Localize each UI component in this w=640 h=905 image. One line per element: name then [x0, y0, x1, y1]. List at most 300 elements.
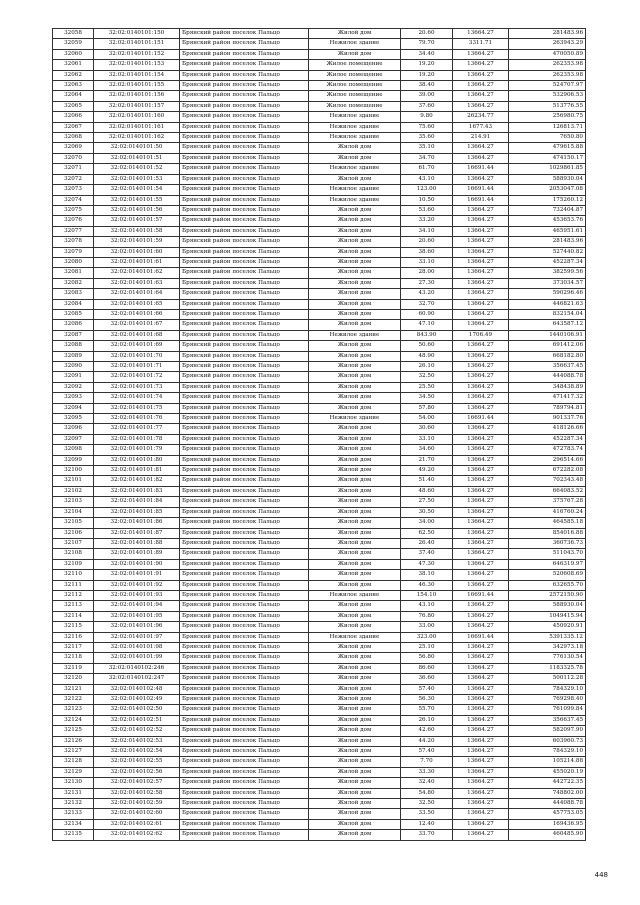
- object-type-cell: Жилой дом: [309, 466, 401, 476]
- specific-value-cell: 13664.27: [453, 497, 509, 507]
- area-cell: 33.20: [401, 216, 453, 226]
- object-type-cell: Жилой дом: [309, 663, 401, 673]
- object-type-cell: Жилой дом: [309, 247, 401, 257]
- cadastral-value-cell: 511043.70: [509, 549, 586, 559]
- cadastral-number-cell: 32:02:0140101:81: [94, 466, 180, 476]
- address-cell: Брянский район поселок Пальцо: [180, 538, 309, 548]
- row-number-cell: 32092: [53, 382, 94, 392]
- row-number-cell: 32098: [53, 445, 94, 455]
- object-type-cell: Жилой дом: [309, 153, 401, 163]
- object-type-cell: Жилой дом: [309, 570, 401, 580]
- object-type-cell: Нежилое здание: [309, 122, 401, 132]
- cadastral-value-cell: 416760.24: [509, 507, 586, 517]
- row-number-cell: 32132: [53, 799, 94, 809]
- cadastral-number-cell: 32:02:0140101:62: [94, 268, 180, 278]
- object-type-cell: Жилой дом: [309, 507, 401, 517]
- cadastral-number-cell: 32:02:0140101:85: [94, 507, 180, 517]
- area-cell: 34.50: [401, 393, 453, 403]
- cadastral-number-cell: 32:02:0140101:156: [94, 91, 180, 101]
- cadastral-number-cell: 32:02:0140101:56: [94, 205, 180, 215]
- cadastral-number-cell: 32:02:0140101:94: [94, 601, 180, 611]
- row-number-cell: 32090: [53, 362, 94, 372]
- cadastral-value-cell: 7650.80: [509, 133, 586, 143]
- cadastral-value-cell: 460485.90: [509, 830, 586, 840]
- object-type-cell: Жилой дом: [309, 393, 401, 403]
- table-row: [53, 424, 586, 434]
- address-cell: Брянский район поселок Пальцо: [180, 185, 309, 195]
- table-row: [53, 164, 586, 174]
- table-row: [53, 538, 586, 548]
- address-cell: Брянский район поселок Пальцо: [180, 362, 309, 372]
- cadastral-value-cell: 281483.96: [509, 29, 586, 39]
- object-type-cell: Нежилое здание: [309, 133, 401, 143]
- address-cell: Брянский район поселок Пальцо: [180, 622, 309, 632]
- specific-value-cell: 16691.44: [453, 185, 509, 195]
- specific-value-cell: 13664.27: [453, 309, 509, 319]
- address-cell: Брянский район поселок Пальцо: [180, 632, 309, 642]
- row-number-cell: 32105: [53, 518, 94, 528]
- specific-value-cell: 13664.27: [453, 205, 509, 215]
- object-type-cell: Жилой дом: [309, 237, 401, 247]
- cadastral-value-cell: 169436.95: [509, 819, 586, 829]
- row-number-cell: 32114: [53, 611, 94, 621]
- cadastral-number-cell: 32:02:0140101:90: [94, 559, 180, 569]
- specific-value-cell: 13664.27: [453, 580, 509, 590]
- address-cell: Брянский район поселок Пальцо: [180, 257, 309, 267]
- cadastral-number-cell: 32:02:0140102:55: [94, 757, 180, 767]
- area-cell: 86.60: [401, 663, 453, 673]
- table-row: [53, 695, 586, 705]
- object-type-cell: Жилой дом: [309, 830, 401, 840]
- row-number-cell: 32123: [53, 705, 94, 715]
- row-number-cell: 32070: [53, 153, 94, 163]
- object-type-cell: Жилой дом: [309, 799, 401, 809]
- specific-value-cell: 16691.44: [453, 195, 509, 205]
- table-row: [53, 341, 586, 351]
- row-number-cell: 32102: [53, 486, 94, 496]
- row-number-cell: 32064: [53, 91, 94, 101]
- cadastral-number-cell: 32:02:0140101:74: [94, 393, 180, 403]
- object-type-cell: Жилой дом: [309, 372, 401, 382]
- row-number-cell: 32135: [53, 830, 94, 840]
- table-row: [53, 611, 586, 621]
- cadastral-value-cell: 672282.08: [509, 466, 586, 476]
- object-type-cell: Нежилое здание: [309, 195, 401, 205]
- cadastral-number-cell: 32:02:0140101:154: [94, 70, 180, 80]
- address-cell: Брянский район поселок Пальцо: [180, 726, 309, 736]
- row-number-cell: 32097: [53, 434, 94, 444]
- cadastral-number-cell: 32:02:0140101:66: [94, 309, 180, 319]
- cadastral-number-cell: 32:02:0140101:50: [94, 143, 180, 153]
- cadastral-value-cell: 360736.73: [509, 538, 586, 548]
- row-number-cell: 32109: [53, 559, 94, 569]
- table-row: [53, 819, 586, 829]
- table-row: [53, 247, 586, 257]
- cadastral-number-cell: 32:02:0140101:152: [94, 49, 180, 59]
- address-cell: Брянский район поселок Пальцо: [180, 49, 309, 59]
- specific-value-cell: 13664.27: [453, 663, 509, 673]
- table-row: [53, 289, 586, 299]
- object-type-cell: Жилой дом: [309, 788, 401, 798]
- cadastral-value-cell: 356637.45: [509, 362, 586, 372]
- address-cell: Брянский район поселок Пальцо: [180, 153, 309, 163]
- table-row: [53, 466, 586, 476]
- area-cell: 12.40: [401, 819, 453, 829]
- area-cell: 61.70: [401, 164, 453, 174]
- cadastral-number-cell: 32:02:0140102:54: [94, 747, 180, 757]
- address-cell: Брянский район поселок Пальцо: [180, 611, 309, 621]
- object-type-cell: Жилой дом: [309, 49, 401, 59]
- cadastral-value-cell: 5391335.12: [509, 632, 586, 642]
- area-cell: 30.60: [401, 424, 453, 434]
- cadastral-number-cell: 32:02:0140101:96: [94, 622, 180, 632]
- table-body: [53, 29, 586, 841]
- cadastral-value-cell: 342973.18: [509, 642, 586, 652]
- address-cell: Брянский район поселок Пальцо: [180, 174, 309, 184]
- area-cell: 19.20: [401, 70, 453, 80]
- object-type-cell: Жилой дом: [309, 174, 401, 184]
- specific-value-cell: 16691.44: [453, 164, 509, 174]
- area-cell: 57.40: [401, 747, 453, 757]
- specific-value-cell: 16691.44: [453, 414, 509, 424]
- cadastral-number-cell: 32:02:0140101:64: [94, 289, 180, 299]
- address-cell: Брянский район поселок Пальцо: [180, 695, 309, 705]
- object-type-cell: Жилой дом: [309, 362, 401, 372]
- cadastral-value-cell: 382599.56: [509, 268, 586, 278]
- specific-value-cell: 1706.49: [453, 330, 509, 340]
- cadastral-number-cell: 32:02:0140102:50: [94, 705, 180, 715]
- specific-value-cell: 13664.27: [453, 570, 509, 580]
- address-cell: Брянский район поселок Пальцо: [180, 289, 309, 299]
- table-row: [53, 195, 586, 205]
- cadastral-number-cell: 32:02:0140101:78: [94, 434, 180, 444]
- area-cell: 47.10: [401, 320, 453, 330]
- specific-value-cell: 13664.27: [453, 341, 509, 351]
- table-row: [53, 330, 586, 340]
- address-cell: Брянский район поселок Пальцо: [180, 143, 309, 153]
- cadastral-number-cell: 32:02:0140101:71: [94, 362, 180, 372]
- address-cell: Брянский район поселок Пальцо: [180, 705, 309, 715]
- area-cell: 25.10: [401, 642, 453, 652]
- address-cell: Брянский район поселок Пальцо: [180, 767, 309, 777]
- row-number-cell: 32073: [53, 185, 94, 195]
- row-number-cell: 32072: [53, 174, 94, 184]
- address-cell: Брянский район поселок Пальцо: [180, 455, 309, 465]
- area-cell: 34.00: [401, 518, 453, 528]
- object-type-cell: Жилой дом: [309, 705, 401, 715]
- cadastral-value-cell: 356637.45: [509, 715, 586, 725]
- area-cell: 25.50: [401, 382, 453, 392]
- area-cell: 33.50: [401, 809, 453, 819]
- row-number-cell: 32078: [53, 237, 94, 247]
- table-row: [53, 809, 586, 819]
- specific-value-cell: 13664.27: [453, 393, 509, 403]
- address-cell: Брянский район поселок Пальцо: [180, 91, 309, 101]
- specific-value-cell: 13664.27: [453, 174, 509, 184]
- table-row: [53, 393, 586, 403]
- address-cell: Брянский район поселок Пальцо: [180, 247, 309, 257]
- address-cell: Брянский район поселок Пальцо: [180, 736, 309, 746]
- cadastral-number-cell: 32:02:0140101:150: [94, 29, 180, 39]
- cadastral-number-cell: 32:02:0140101:59: [94, 237, 180, 247]
- row-number-cell: 32134: [53, 819, 94, 829]
- specific-value-cell: 13664.27: [453, 424, 509, 434]
- table-row: [53, 726, 586, 736]
- cadastral-value-cell: 256980.75: [509, 112, 586, 122]
- cadastral-value-cell: 472783.74: [509, 445, 586, 455]
- table-row: [53, 257, 586, 267]
- area-cell: 47.30: [401, 559, 453, 569]
- cadastral-value-cell: 532906.53: [509, 91, 586, 101]
- row-number-cell: 32077: [53, 226, 94, 236]
- address-cell: Брянский район поселок Пальцо: [180, 393, 309, 403]
- area-cell: 33.30: [401, 767, 453, 777]
- row-number-cell: 32058: [53, 29, 94, 39]
- object-type-cell: Жилой дом: [309, 320, 401, 330]
- specific-value-cell: 16691.44: [453, 632, 509, 642]
- table-row: [53, 81, 586, 91]
- area-cell: 34.60: [401, 445, 453, 455]
- cadastral-value-cell: 348438.89: [509, 382, 586, 392]
- table-row: [53, 70, 586, 80]
- specific-value-cell: 3311.71: [453, 39, 509, 49]
- cadastral-number-cell: 32:02:0140101:61: [94, 257, 180, 267]
- address-cell: Брянский район поселок Пальцо: [180, 590, 309, 600]
- row-number-cell: 32108: [53, 549, 94, 559]
- object-type-cell: Жилой дом: [309, 226, 401, 236]
- cadastral-value-cell: 2053047.08: [509, 185, 586, 195]
- row-number-cell: 32129: [53, 767, 94, 777]
- row-number-cell: 32084: [53, 299, 94, 309]
- cadastral-value-cell: 444088.78: [509, 372, 586, 382]
- address-cell: Брянский район поселок Пальцо: [180, 653, 309, 663]
- object-type-cell: Жилой дом: [309, 819, 401, 829]
- object-type-cell: Жилой дом: [309, 29, 401, 39]
- address-cell: Брянский район поселок Пальцо: [180, 715, 309, 725]
- cadastral-number-cell: 32:02:0140101:151: [94, 39, 180, 49]
- cadastral-number-cell: 32:02:0140102:59: [94, 799, 180, 809]
- address-cell: Брянский район поселок Пальцо: [180, 382, 309, 392]
- address-cell: Брянский район поселок Пальцо: [180, 507, 309, 517]
- area-cell: 32.40: [401, 778, 453, 788]
- cadastral-value-cell: 643587.12: [509, 320, 586, 330]
- object-type-cell: Жилой дом: [309, 476, 401, 486]
- table-row: [53, 518, 586, 528]
- address-cell: Брянский район поселок Пальцо: [180, 434, 309, 444]
- cadastral-number-cell: 32:02:0140101:98: [94, 642, 180, 652]
- table-row: [53, 507, 586, 517]
- table-row: [53, 715, 586, 725]
- cadastral-number-cell: 32:02:0140101:153: [94, 60, 180, 70]
- specific-value-cell: 13664.27: [453, 674, 509, 684]
- address-cell: Брянский район поселок Пальцо: [180, 278, 309, 288]
- object-type-cell: Жилой дом: [309, 403, 401, 413]
- row-number-cell: 32127: [53, 747, 94, 757]
- table-row: [53, 351, 586, 361]
- specific-value-cell: 13664.27: [453, 799, 509, 809]
- row-number-cell: 32130: [53, 778, 94, 788]
- specific-value-cell: 13664.27: [453, 705, 509, 715]
- cadastral-number-cell: 32:02:0140101:57: [94, 216, 180, 226]
- cadastral-value-cell: 524707.97: [509, 81, 586, 91]
- object-type-cell: Жилой дом: [309, 341, 401, 351]
- area-cell: 21.70: [401, 455, 453, 465]
- object-type-cell: Жилой дом: [309, 445, 401, 455]
- row-number-cell: 32103: [53, 497, 94, 507]
- area-cell: 36.60: [401, 674, 453, 684]
- table-row: [53, 455, 586, 465]
- cadastral-number-cell: 32:02:0140102:49: [94, 695, 180, 705]
- cadastral-number-cell: 32:02:0140101:160: [94, 112, 180, 122]
- cadastral-value-cell: 590296.46: [509, 289, 586, 299]
- cadastral-number-cell: 32:02:0140101:162: [94, 133, 180, 143]
- address-cell: Брянский район поселок Пальцо: [180, 559, 309, 569]
- cadastral-value-cell: 471417.32: [509, 393, 586, 403]
- cadastral-value-cell: 1183325.78: [509, 663, 586, 673]
- specific-value-cell: 13664.27: [453, 257, 509, 267]
- row-number-cell: 32112: [53, 590, 94, 600]
- cadastral-value-cell: 263943.29: [509, 39, 586, 49]
- table-row: [53, 674, 586, 684]
- area-cell: 32.50: [401, 799, 453, 809]
- address-cell: Брянский район поселок Пальцо: [180, 580, 309, 590]
- row-number-cell: 32095: [53, 414, 94, 424]
- address-cell: Брянский район поселок Пальцо: [180, 778, 309, 788]
- row-number-cell: 32100: [53, 466, 94, 476]
- specific-value-cell: 13664.27: [453, 351, 509, 361]
- area-cell: 30.50: [401, 507, 453, 517]
- row-number-cell: 32074: [53, 195, 94, 205]
- address-cell: Брянский район поселок Пальцо: [180, 809, 309, 819]
- cadastral-number-cell: 32:02:0140101:60: [94, 247, 180, 257]
- cadastral-number-cell: 32:02:0140101:82: [94, 476, 180, 486]
- cadastral-number-cell: 32:02:0140101:77: [94, 424, 180, 434]
- specific-value-cell: 13664.27: [453, 695, 509, 705]
- area-cell: 27.30: [401, 278, 453, 288]
- cadastral-number-cell: 32:02:0140101:91: [94, 570, 180, 580]
- cadastral-value-cell: 442722.35: [509, 778, 586, 788]
- specific-value-cell: 13664.27: [453, 362, 509, 372]
- area-cell: 34.10: [401, 226, 453, 236]
- area-cell: 62.50: [401, 528, 453, 538]
- table-row: [53, 101, 586, 111]
- object-type-cell: Жилой дом: [309, 622, 401, 632]
- area-cell: 49.20: [401, 466, 453, 476]
- cadastral-value-cell: 446821.63: [509, 299, 586, 309]
- object-type-cell: Нежилое здание: [309, 164, 401, 174]
- cadastral-value-cell: 452287.34: [509, 434, 586, 444]
- row-number-cell: 32079: [53, 247, 94, 257]
- object-type-cell: Жилой дом: [309, 778, 401, 788]
- cadastral-value-cell: 789794.81: [509, 403, 586, 413]
- area-cell: 44.20: [401, 736, 453, 746]
- row-number-cell: 32066: [53, 112, 94, 122]
- area-cell: 323.00: [401, 632, 453, 642]
- object-type-cell: Жилой дом: [309, 216, 401, 226]
- area-cell: 39.00: [401, 91, 453, 101]
- table-row: [53, 684, 586, 694]
- cadastral-number-cell: 32:02:0140101:58: [94, 226, 180, 236]
- table-row: [53, 320, 586, 330]
- table-row: [53, 486, 586, 496]
- area-cell: 42.60: [401, 726, 453, 736]
- table-row: [53, 414, 586, 424]
- cadastral-value-cell: 1029861.85: [509, 164, 586, 174]
- address-cell: Брянский район поселок Пальцо: [180, 39, 309, 49]
- table-row: [53, 559, 586, 569]
- area-cell: 57.80: [401, 403, 453, 413]
- cadastral-value-cell: 126813.71: [509, 122, 586, 132]
- specific-value-cell: 13664.27: [453, 757, 509, 767]
- address-cell: Брянский район поселок Пальцо: [180, 601, 309, 611]
- object-type-cell: Жилой дом: [309, 424, 401, 434]
- cadastral-value-cell: 2572150.90: [509, 590, 586, 600]
- address-cell: Брянский район поселок Пальцо: [180, 341, 309, 351]
- specific-value-cell: 13664.27: [453, 601, 509, 611]
- row-number-cell: 32060: [53, 49, 94, 59]
- area-cell: 53.60: [401, 205, 453, 215]
- table-row: [53, 174, 586, 184]
- area-cell: 26.10: [401, 362, 453, 372]
- cadastral-value-cell: 702343.48: [509, 476, 586, 486]
- object-type-cell: Жилой дом: [309, 611, 401, 621]
- address-cell: Брянский район поселок Пальцо: [180, 237, 309, 247]
- table-row: [53, 122, 586, 132]
- cadastral-number-cell: 32:02:0140101:65: [94, 299, 180, 309]
- table-row: [53, 757, 586, 767]
- address-cell: Брянский район поселок Пальцо: [180, 122, 309, 132]
- specific-value-cell: 13664.27: [453, 455, 509, 465]
- cadastral-number-cell: 32:02:0140101:84: [94, 497, 180, 507]
- cadastral-number-cell: 32:02:0140101:89: [94, 549, 180, 559]
- cadastral-value-cell: 527440.82: [509, 247, 586, 257]
- object-type-cell: Нежилое здание: [309, 185, 401, 195]
- cadastral-number-cell: 32:02:0140102:48: [94, 684, 180, 694]
- address-cell: Брянский район поселок Пальцо: [180, 497, 309, 507]
- cadastral-value-cell: 632655.70: [509, 580, 586, 590]
- specific-value-cell: 13664.27: [453, 91, 509, 101]
- area-cell: 38.10: [401, 570, 453, 580]
- specific-value-cell: 13664.27: [453, 684, 509, 694]
- address-cell: Брянский район поселок Пальцо: [180, 70, 309, 80]
- cadastral-number-cell: 32:02:0140101:76: [94, 414, 180, 424]
- row-number-cell: 32082: [53, 278, 94, 288]
- object-type-cell: Нежилое здание: [309, 330, 401, 340]
- table-row: [53, 747, 586, 757]
- object-type-cell: Жилой дом: [309, 601, 401, 611]
- address-cell: Брянский район поселок Пальцо: [180, 674, 309, 684]
- specific-value-cell: 13664.27: [453, 434, 509, 444]
- area-cell: 34.70: [401, 153, 453, 163]
- object-type-cell: Жилой дом: [309, 257, 401, 267]
- row-number-cell: 32117: [53, 642, 94, 652]
- table-row: [53, 601, 586, 611]
- row-number-cell: 32093: [53, 393, 94, 403]
- area-cell: 20.60: [401, 29, 453, 39]
- specific-value-cell: 13664.27: [453, 49, 509, 59]
- row-number-cell: 32110: [53, 570, 94, 580]
- specific-value-cell: 13664.27: [453, 747, 509, 757]
- row-number-cell: 32133: [53, 809, 94, 819]
- address-cell: Брянский район поселок Пальцо: [180, 195, 309, 205]
- cadastral-value-cell: 418126.66: [509, 424, 586, 434]
- address-cell: Брянский район поселок Пальцо: [180, 351, 309, 361]
- cadastral-value-cell: 262353.98: [509, 60, 586, 70]
- row-number-cell: 32106: [53, 528, 94, 538]
- table-row: [53, 278, 586, 288]
- cadastral-number-cell: 32:02:0140101:75: [94, 403, 180, 413]
- table-row: [53, 767, 586, 777]
